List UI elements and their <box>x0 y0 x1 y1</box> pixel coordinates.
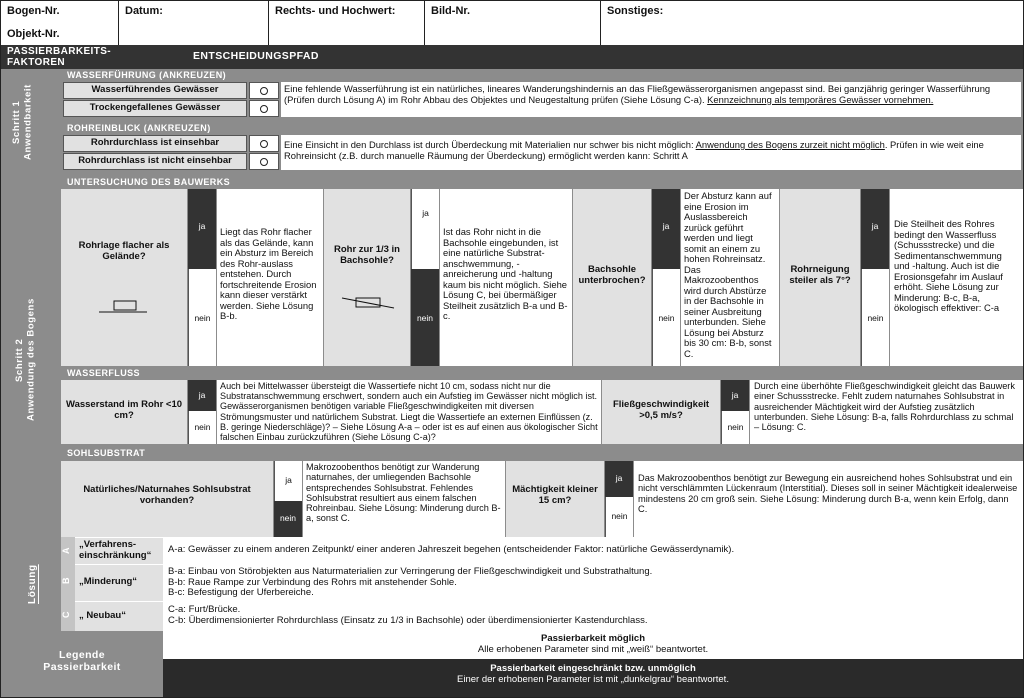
rechts-hochwert-label: Rechts- und Hochwert: <box>275 5 396 17</box>
nein-label: nein <box>658 313 675 324</box>
nein-label: nein <box>194 421 211 432</box>
wasserstand-text: Auch bei Mittelwasser übersteigt die Wassertiefe nicht 10 cm, sodass nicht nur die Substratanschwemmung erschwert, sondern auch ein Aufstieg im Gewässer nicht möglich ist. Gewässerorganismen benötigen variable Fließgeschwindigkeiten mit diversen Strömungsmuster und natürlichem Substrat. Liegt die Wassertiefe an externen Einflüssen (z. B. geringe Niederschläge)? – Siehe Lösung A-a – oder ist es auf einen aus ökologischer Sicht falschen Einbau zurückzuführen (Siehe Lösung C-a)? <box>217 380 601 444</box>
bogen-objekt-cell[interactable] <box>1 1 119 45</box>
legende-weiss <box>163 631 1023 659</box>
rohr-text-underline: Anwendung des Bogens zurzeit nicht möglich <box>695 139 885 150</box>
natuerlich-question <box>61 461 273 537</box>
legende-weiss-title: Passierbarkeit möglich <box>540 633 646 644</box>
datum-label: Datum: <box>125 5 163 17</box>
rohr-text-a: Eine Einsicht in den Durchlass ist durch Überdeckung mit Materialien nur schwer bis nicht möglich: <box>284 139 696 150</box>
ja-label: ja <box>615 473 623 484</box>
loesung-a-name: „Verfahrens- einschränkung“ <box>79 539 152 561</box>
wasser-text-a: Eine fehlende Wasserführung ist ein natürliches, lineares Wanderungshindernis an das Fließgewässerorganismen angepasst sind. Bei ganzjährig geringer Wasserführung (Prüfen durch Lösung A) im Rohr Abbau des Objektes und Neugestaltung prüfen (Siehe Lösung C-a). <box>284 83 991 105</box>
bachsohle-nein[interactable] <box>652 269 680 366</box>
sonstiges-label: Sonstiges: <box>607 5 664 17</box>
maechtigkeit-nein[interactable] <box>605 497 633 537</box>
bogen-nr-label: Bogen-Nr. <box>7 5 60 17</box>
wasserfuehrung-text <box>281 82 1021 117</box>
nein-label: nein <box>194 313 211 324</box>
einsehbar-label: Rohrdurchlass ist einsehbar <box>90 137 220 149</box>
sohlsubstrat-title: SOHLSUBSTRAT <box>67 448 146 458</box>
wasserstand-label: Wasserstand im Rohr <10 cm? <box>65 399 183 421</box>
bauwerk-title: UNTERSUCHUNG DES BAUWERKS <box>67 177 231 187</box>
fliessgeschw-ja[interactable] <box>721 380 749 411</box>
maechtigkeit-label: Mächtigkeit kleiner 15 cm? <box>512 484 598 506</box>
entscheidungspfad-header: ENTSCHEIDUNGSPFAD <box>193 50 319 62</box>
wasserfuehrung-title: WASSERFÜHRUNG (ANKREUZEN) <box>67 70 226 80</box>
schritt2-label: Schritt 2 Anwendung des Bogens <box>14 298 37 422</box>
rechts-hochwert-cell[interactable] <box>269 1 425 45</box>
rohr-drittel-text: Ist das Rohr nicht in die Bachsohle eingebunden, ist eine natürliche Substrat-anschwemmung, -anreicherung und -haltung kaum bis nicht möglich. Siehe Lösung C, bei übermäßiger Steilheit zusätzlich B-a und B-c. <box>440 189 572 366</box>
bachsohle-label: Bachsohle unterbrochen? <box>578 264 646 286</box>
letter-c: C <box>61 610 71 618</box>
schritt2-area <box>61 175 1023 537</box>
letter-b: B <box>61 576 71 584</box>
maechtigkeit-ja[interactable] <box>605 461 633 497</box>
loesung-c-name: „ Neubau“ <box>79 610 126 621</box>
faktoren-header: PASSIERBARKEITS- FAKTOREN <box>7 46 112 68</box>
trocken-checkbox[interactable] <box>249 100 279 117</box>
wasserfuehrend-checkbox[interactable] <box>249 82 279 99</box>
rohrlage-label: Rohrlage flacher als Gelände? <box>78 240 170 262</box>
rohr-drittel-label: Rohr zur 1/3 in Bachsohle? <box>334 244 400 266</box>
einsehbar-checkbox[interactable] <box>249 135 279 152</box>
trocken-option[interactable] <box>63 100 247 117</box>
rohr-drittel-nein[interactable] <box>411 269 439 366</box>
wasserfuehrend-option[interactable] <box>63 82 247 99</box>
schritt1-side <box>1 69 61 175</box>
rohreinblick-title: ROHREINBLICK (ANKREUZEN) <box>67 123 211 133</box>
loesung-c-a: C-a: Furt/Brücke. <box>168 604 241 615</box>
legende-dunkel-title: Passierbarkeit eingeschränkt bzw. unmöglich <box>490 663 696 674</box>
loesung-b-c: B-c: Befestigung der Uferbereiche. <box>168 587 314 599</box>
wasserstand-question <box>61 380 187 444</box>
bild-nr-cell[interactable] <box>425 1 601 45</box>
pipe-sohle-icon <box>340 293 396 313</box>
legende-dunkel <box>163 659 1023 697</box>
rohrlage-text: Liegt das Rohr flacher als das Gelände, kann ein Absturz im Bereich des Rohr-auslass entstehen. Durch fortschreitende Erosion kann dieser verstärkt werden. Siehe Lösung B-b. <box>217 189 323 366</box>
loesung-b-b: B-b: Raue Rampe zur Verbindung des Rohrs mit anstehender Sohle. <box>168 576 457 588</box>
bachsohle-ja[interactable] <box>652 189 680 269</box>
legende-dunkel-text: Einer der erhobenen Parameter ist mit „dunkelgrau“ beantwortet. <box>457 673 729 685</box>
natuerlich-text: Makrozoobenthos benötigt zur Wanderung naturnahes, der umliegenden Bachsohle entsprechendes Sohlsubstrat. Fehlendes Sohlsubstrat resultiert aus einem falschen Rohreinbau. Siehe Lösung: Minderung durch B-a, sonst C. <box>303 461 505 537</box>
natuerlich-label: Natürliches/Naturnahes Sohlsubstrat vorhanden? <box>83 484 251 506</box>
nein-label: nein <box>279 513 297 524</box>
radio-circle-icon <box>260 87 268 95</box>
rohreinblick-text <box>281 135 1021 170</box>
rohrneigung-question <box>780 189 860 366</box>
bild-nr-label: Bild-Nr. <box>431 5 471 17</box>
rohrlage-question <box>61 189 187 366</box>
natuerlich-nein[interactable] <box>274 501 302 537</box>
radio-circle-icon <box>260 158 268 166</box>
nicht-einsehbar-option[interactable] <box>63 153 247 170</box>
fliessgeschw-label: Fließgeschwindigkeit >0,5 m/s? <box>612 399 710 421</box>
datum-cell[interactable] <box>119 1 269 45</box>
nein-label: nein <box>727 421 744 432</box>
schritt1-label: Schritt 1 Anwendbarkeit <box>11 84 34 160</box>
radio-circle-icon <box>260 140 268 148</box>
loesung-side <box>1 537 61 631</box>
sonstiges-cell[interactable] <box>601 1 1023 45</box>
title-bar <box>1 45 1023 69</box>
rohrlage-ja[interactable] <box>188 189 216 269</box>
rohr-drittel-question <box>324 189 410 366</box>
loesung-b-name-cell <box>75 565 163 601</box>
loesung-b-name: „Minderung“ <box>79 576 138 587</box>
radio-circle-icon <box>260 105 268 113</box>
rohrneigung-ja[interactable] <box>861 189 889 269</box>
maechtigkeit-question <box>506 461 604 537</box>
ja-label: ja <box>662 220 670 231</box>
letter-a: A <box>61 546 71 554</box>
schritt1-area <box>61 69 1023 175</box>
loesung-a-text: A-a: Gewässer zu einem anderen Zeitpunkt/ einer anderen Jahreszeit begehen (entscheidender Faktor: natürliche Gewässerdynamik). <box>164 538 1023 564</box>
loesung-c-name-cell <box>75 602 163 631</box>
fliessgeschw-text: Durch eine überhöhte Fließgeschwindigkeit gleicht das Bauwerk einer Schussstrecke. Fehlt zudem naturnahes Sohlsubstrat in ausreichender Mächtigkeit wird der Aufstieg zusätzlich unterbunden. Siehe Lösung: B-a, falls Rohrdurchlass zu schmal – Lösung: C. <box>750 380 1023 444</box>
einsehbar-option[interactable] <box>63 135 247 152</box>
loesung-c-text <box>164 602 1023 631</box>
wasserstand-ja[interactable] <box>188 380 216 411</box>
nicht-einsehbar-checkbox[interactable] <box>249 153 279 170</box>
maechtigkeit-text: Das Makrozoobenthos benötigt zur Bewegung ein ausreichend hohes Sohlsubstrat und ein nicht verschlämmten Lückenraum (Interstitial). Dieses soll in seiner Mächtigkeit idealerweise mindestens 20 cm groß sein. Siehe Lösung: Minderung durch B-a, wenn kein Erfolg, dann C. <box>634 461 1023 537</box>
loesung-b-a: B-a: Einbau von Störobjekten aus Naturmaterialien zur Verringerung der Fließgeschwindigkeit und Substrathaltung. <box>168 566 653 577</box>
wasserfuehrend-label: Wasserführendes Gewässer <box>91 84 219 96</box>
rohrlage-nein[interactable] <box>188 269 216 366</box>
legende-label: Legende Passierbarkeit <box>43 649 121 674</box>
ja-label: ja <box>285 475 292 486</box>
rohr-text-b: . Prüfen in wie weit eine Rohreinsicht (z.B. durch manuelle Räumung der Überdeckung) ermöglicht werden kann: Schritt A <box>284 139 984 161</box>
wasser-text-underline: Kennzeichnung als temporäres Gewässer vornehmen. <box>707 93 934 105</box>
legende-side <box>1 631 163 697</box>
loesung-letters <box>61 537 75 631</box>
loesung-a-name-cell <box>75 538 163 564</box>
rohr-drittel-ja[interactable] <box>411 189 439 269</box>
bachsohle-question <box>573 189 651 366</box>
nein-label: nein <box>611 511 628 522</box>
nein-label: nein <box>416 313 434 324</box>
ja-label: ja <box>871 220 879 231</box>
ja-label: ja <box>731 389 739 400</box>
fliessgeschw-question <box>602 380 720 444</box>
rohrneigung-label: Rohrneigung steiler als 7°? <box>789 264 851 286</box>
natuerlich-ja[interactable] <box>274 461 302 501</box>
loesung-b-text <box>164 565 1023 601</box>
trocken-label: Trockengefallenes Gewässer <box>89 102 221 114</box>
ja-label: ja <box>422 208 429 219</box>
objekt-nr-label: Objekt-Nr. <box>7 28 60 41</box>
wasserfluss-title: WASSERFLUSS <box>67 368 140 378</box>
rohrneigung-nein[interactable] <box>861 269 889 366</box>
pipe-flat-icon <box>97 295 149 317</box>
wasserstand-nein[interactable] <box>188 411 216 444</box>
legende-weiss-text: Alle erhobenen Parameter sind mit „weiß“ beantwortet. <box>477 643 709 655</box>
bachsohle-text: Der Absturz kann auf eine Erosion im Auslassbereich zurück geführt werden und liegt somit an einem zu hohen Rohreinsatz. Das Makrozoobenthos wird durch Abstürze in der Bachsohle in seiner Ausbreitung unterbunden. Siehe Lösung bei Absturz bis 30 cm: B-b, sonst C. <box>681 189 779 366</box>
rohrneigung-text: Die Steilheit des Rohres bedingt den Wasserfluss (Schussstrecke) und die Sedimentanschwemmung und -haltung. Auch ist die Erosionsgefahr im Auslauf erhöht. Siehe Lösung zur Minderung: B-c, B-a, ökologisch effektiver: C-a <box>890 189 1023 366</box>
nein-label: nein <box>867 313 884 324</box>
ja-label: ja <box>198 389 206 400</box>
nicht-einsehbar-label: Rohrdurchlass ist nicht einsehbar <box>78 155 232 167</box>
schritt2-side <box>1 175 61 537</box>
loesung-label: Lösung <box>27 564 38 604</box>
fliessgeschw-nein[interactable] <box>721 411 749 444</box>
loesung-c-b: C-b: Überdimensionierter Rohrdurchlass (Einsatz zu 1/3 in Bachsohle) oder überdimensionierter Kastendurchlass. <box>168 614 648 626</box>
ja-label: ja <box>198 220 206 231</box>
